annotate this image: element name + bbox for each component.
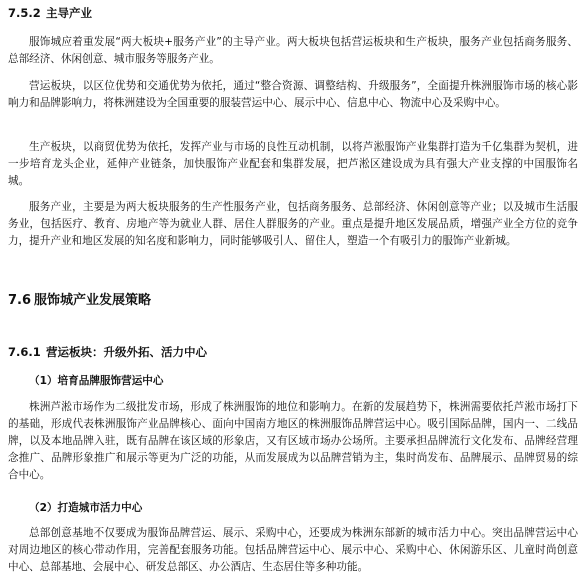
- section-title: 主导产业: [46, 6, 92, 20]
- section-title: 服饰城产业发展策略: [34, 293, 152, 308]
- section-heading-7-6-1: [8, 345, 207, 359]
- section-heading-7-5-2: [8, 6, 92, 20]
- section-title: 营运板块：升级外拓、活力中心: [46, 345, 207, 359]
- paragraph-operations-sector: 营运板块，以区位优势和交通优势为依托，通过“整合资源、调整结构、升级服务”，全面提升株洲服饰市场的核心影响力和品牌影响力，将株洲建设为全国重要的服装营运中心、展示中心、信息中心、物流中心及采购中心。: [8, 80, 578, 109]
- paragraph-city-vitality-center: 总部创意基地不仅要成为服饰品牌营运、展示、采购中心，还要成为株洲东部新的城市活力中心。突出品牌营运中心对周边地区的核心带动作用，完善配套服务功能。包括品牌营运中心、展示中心、采购中心、休闲游乐区、儿童时尚创意中心、总部基地、会展中心、研发总部区、办公酒店、生态居住等多种功能。: [8, 527, 578, 573]
- subheading-city-vitality-center: （2）打造城市活力中心: [29, 502, 143, 514]
- section-number: 7.6.1: [8, 345, 41, 359]
- section-number: 7.6: [8, 293, 32, 308]
- paragraph-overview: 服饰城应着重发展“两大板块+服务产业”的主导产业。两大板块包括营运板块和生产板块，服务产业包括商务服务、总部经济、休闲创意、城市服务等服务产业。: [8, 36, 578, 65]
- section-heading-7-6: [8, 293, 151, 309]
- paragraph-brand-operations-center: 株洲芦淞市场作为二级批发市场，形成了株洲服饰的地位和影响力。在新的发展趋势下，株洲需要依托芦淞市场打下的基础，形成代表株洲服饰产业品牌核心、面向中国南方地区的株洲服饰品牌营运中心。吸引国际品牌，国内一、二线品牌，以及本地品牌入驻，既有品牌在该区域的形象店，又有区域市场办公场所。主要承担品牌流行文化发布、品牌经营理念推广、品牌形象推广和展示等更为广泛的功能，从而发展成为以品牌营销为主，集时尚发布、品牌展示、品牌贸易的综合中心。: [8, 401, 578, 481]
- subheading-brand-operations-center: （1）培育品牌服饰营运中心: [29, 375, 164, 387]
- section-number: 7.5.2: [8, 6, 41, 20]
- paragraph-production-sector: 生产板块，以商贸优势为依托，发挥产业与市场的良性互动机制，以将芦淞服饰产业集群打造为千亿集群为契机，进一步培育龙头企业，延伸产业链条，加快服饰产业配套和集群发展，把芦淞区建设成为具有强大产业支撑的中国服饰名城。: [8, 141, 578, 187]
- paragraph-service-industry: 服务产业，主要是为两大板块服务的生产性服务产业，包括商务服务、总部经济、休闲创意等产业；以及城市生活服务业，包括医疗、教育、房地产等为就业人群、居住人群服务的产业。重点是提升地区发展品质，增强产业全方位的竞争力，提升产业和地区发展的知名度和影响力，同时能够吸引人、留住人，塑造一个有吸引力的服饰产业新城。: [8, 201, 578, 247]
